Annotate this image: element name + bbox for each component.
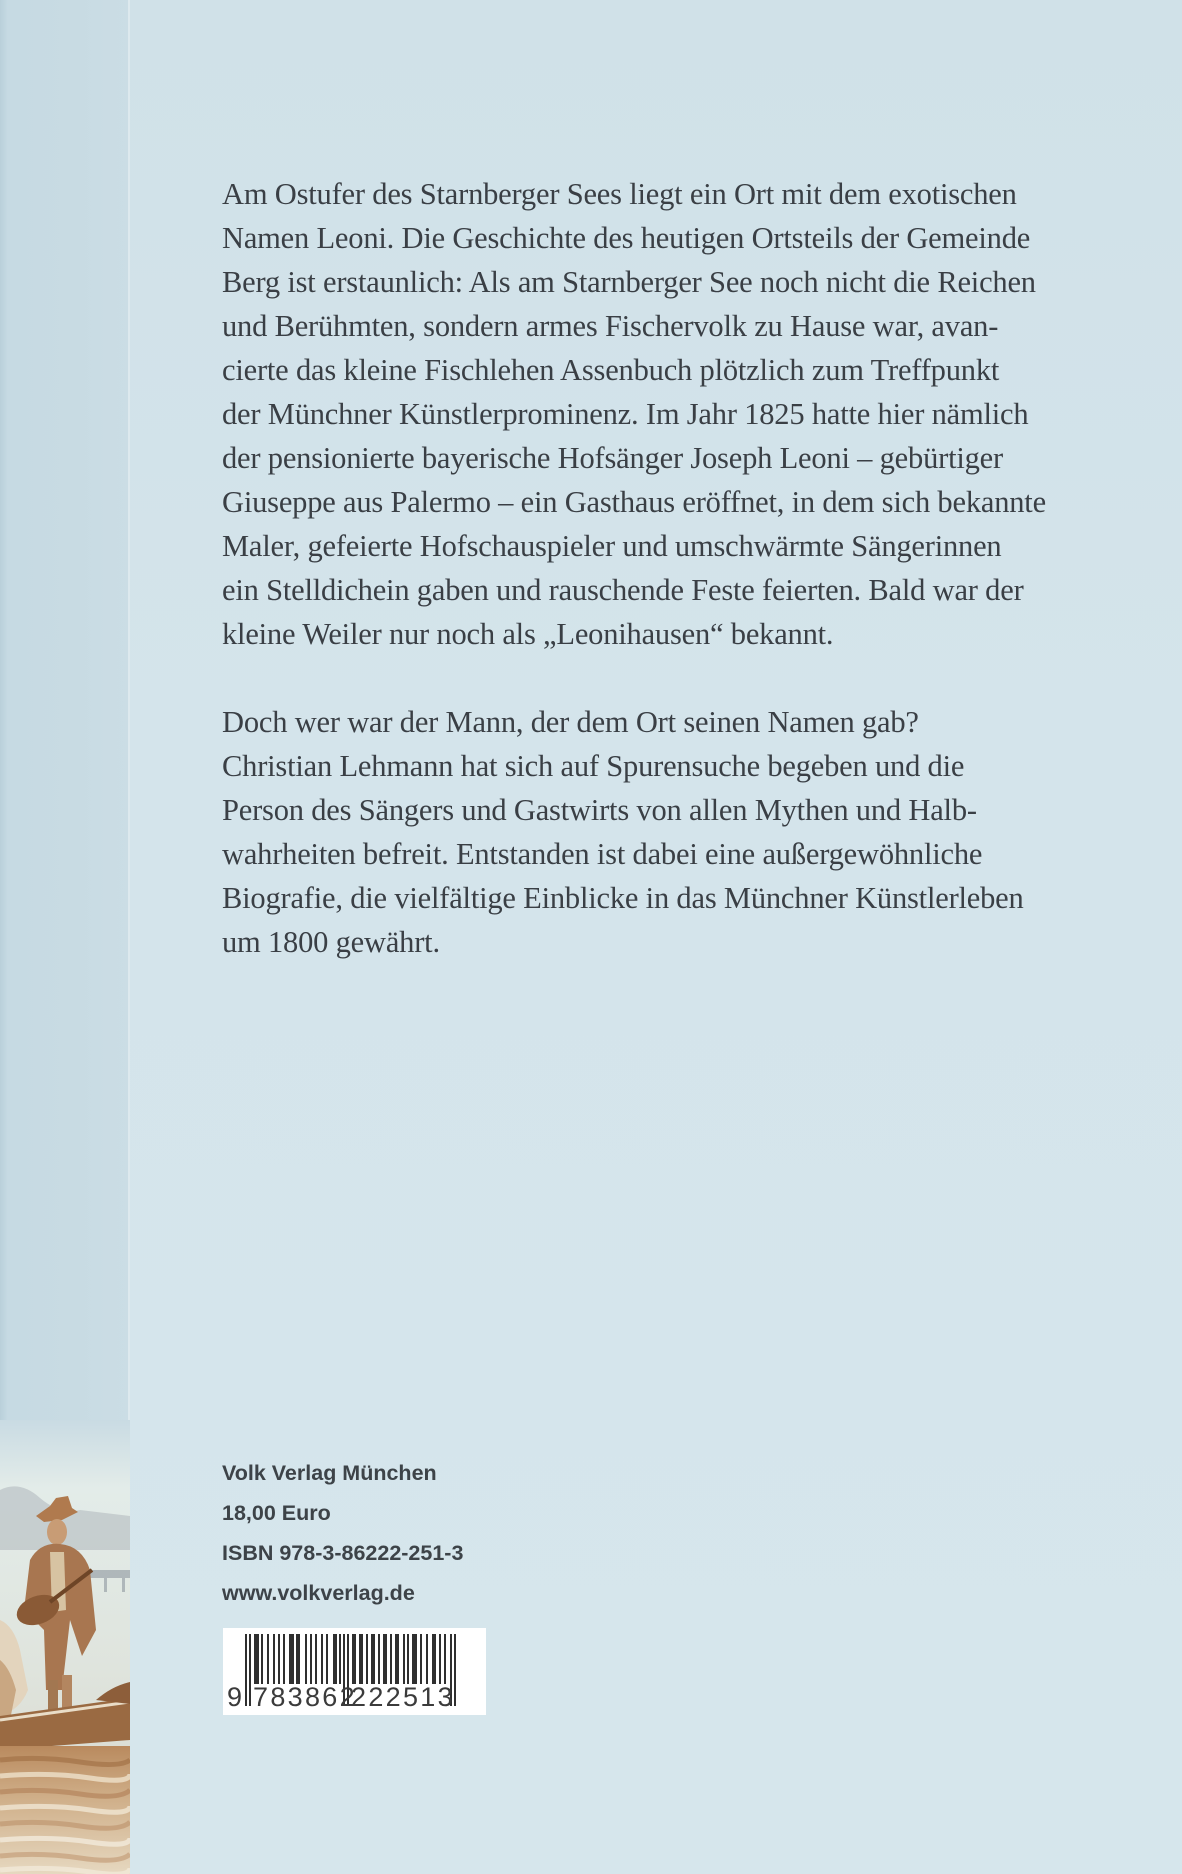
blurb-line: Christian Lehmann hat sich auf Spurensuche begeben und die	[222, 749, 965, 783]
blurb-paragraph-1	[222, 172, 1092, 656]
barcode-left-group: 783862	[253, 1682, 357, 1712]
blurb-line: Biografie, die vielfältige Einblicke in das Münchner Künstlerleben	[222, 881, 1024, 915]
blurb-line: ein Stelldichein gaben und rauschende Feste feierten. Bald war der	[222, 573, 1024, 607]
blurb-line: cierte das kleine Fischlehen Assenbuch plötzlich zum Treffpunkt	[222, 353, 1000, 387]
blurb-line: der Münchner Künstlerprominenz. Im Jahr 1825 hatte hier nämlich	[222, 397, 1029, 431]
isbn: ISBN 978-3-86222-251-3	[222, 1541, 464, 1565]
publisher-website[interactable]: www.volkverlag.de	[222, 1581, 415, 1605]
blurb-line: Person des Sängers und Gastwirts von allen Mythen und Halb-	[222, 793, 977, 827]
blurb-line: Am Ostufer des Starnberger Sees liegt ein Ort mit dem exotischen	[222, 177, 1017, 211]
blurb-line: wahrheiten befreit. Entstanden ist dabei eine außergewöhnliche	[222, 837, 983, 871]
isbn-barcode	[223, 1628, 486, 1715]
blurb-line: Maler, gefeierte Hofschauspieler und umschwärmte Sängerinnen	[222, 529, 1002, 563]
blurb-paragraph-2	[222, 700, 1092, 964]
publisher-info	[222, 1453, 463, 1613]
barcode-right-group: 222513	[351, 1682, 455, 1712]
blurb-text	[222, 172, 1092, 964]
blurb-line: und Berühmten, sondern armes Fischervolk zu Hause war, avan-	[222, 309, 999, 343]
barcode-lead-digit: 9	[227, 1682, 245, 1712]
blurb-line: Doch wer war der Mann, der dem Ort seinen Namen gab?	[222, 705, 919, 739]
price: 18,00 Euro	[222, 1501, 331, 1525]
blurb-line: Namen Leoni. Die Geschichte des heutigen Ortsteils der Gemeinde	[222, 221, 1031, 255]
blurb-line: Berg ist erstaunlich: Als am Starnberger See noch nicht die Reichen	[222, 265, 1036, 299]
blurb-line: Giuseppe aus Palermo – ein Gasthaus eröffnet, in dem sich bekannte	[222, 485, 1046, 519]
blurb-line: um 1800 gewährt.	[222, 925, 440, 959]
publisher-name: Volk Verlag München	[222, 1461, 437, 1485]
blurb-line: der pensionierte bayerische Hofsänger Joseph Leoni – gebürtiger	[222, 441, 1003, 475]
blurb-line: kleine Weiler nur noch als „Leonihausen“ bekannt.	[222, 617, 834, 651]
barcode-digits	[223, 1682, 486, 1715]
painting-illustration-icon	[0, 1420, 130, 1874]
